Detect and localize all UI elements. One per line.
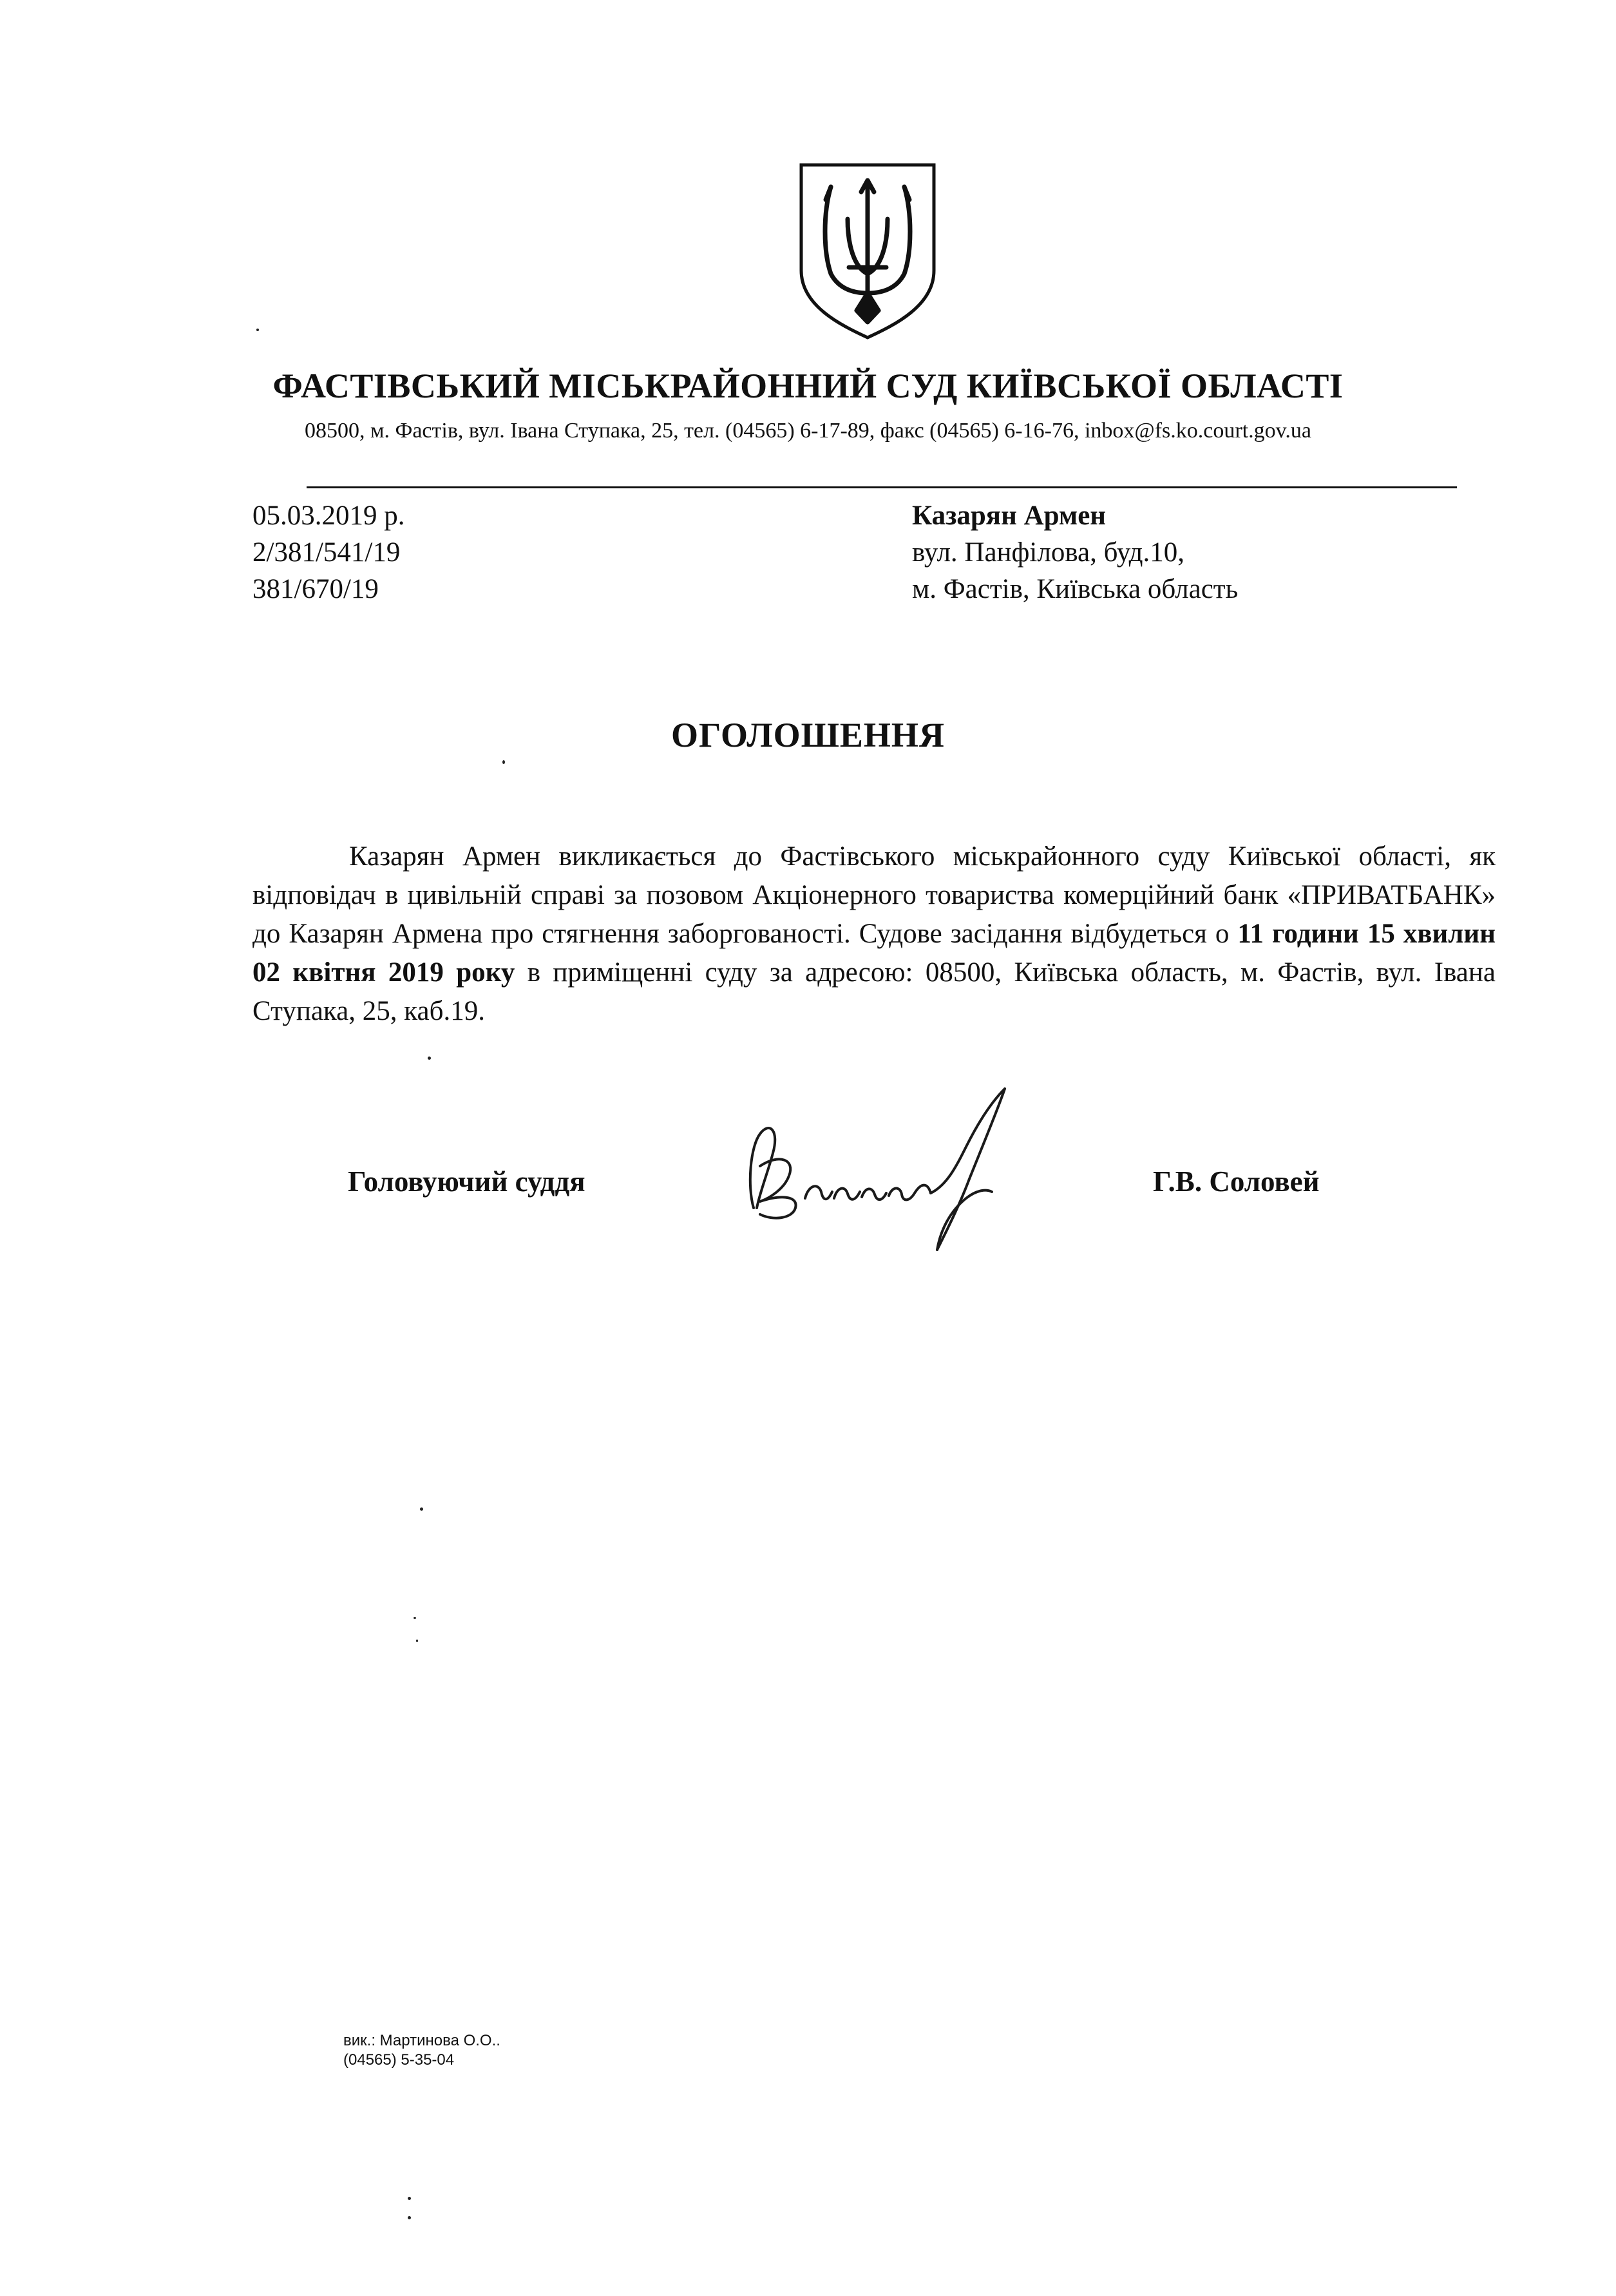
handwritten-signature-icon <box>734 1069 1056 1263</box>
announcement-paragraph <box>252 837 1496 1031</box>
document-date: 05.03.2019 р. <box>252 501 405 531</box>
scan-speck <box>408 2216 411 2219</box>
executor-name: вик.: Мартинова О.О.. <box>343 2032 500 2049</box>
body-text-part: Казарян Армен викликається до Фастівського міськрайонного суду Київської області, як відповідач в цивільній справі за позовом Акціонерного товариства комерційний банк «ПРИВАТБАНК» до Казарян Армена про стягнення заборгованості. Судове засідання відбудеться о <box>252 841 1496 949</box>
document-title: ОГОЛОШЕННЯ <box>671 716 945 754</box>
addressee-street: вул. Панфілова, буд.10, <box>912 537 1185 568</box>
scan-speck <box>428 1057 431 1060</box>
court-name: ФАСТІВСЬКИЙ МІСЬКРАЙОННИЙ СУД КИЇВСЬКОЇ ОБЛАСТІ <box>272 367 1344 405</box>
addressee-block <box>912 497 1238 607</box>
executor-phone: (04565) 5-35-04 <box>343 2051 455 2069</box>
scan-speck <box>408 2197 411 2200</box>
executor-block <box>343 2031 500 2070</box>
judge-title: Головуючий суддя <box>348 1165 585 1198</box>
trident-coat-of-arms-icon <box>797 161 938 341</box>
addressee-city: м. Фастів, Київська область <box>912 574 1239 604</box>
announcement-body <box>252 837 1496 1031</box>
judge-name: Г.В. Соловей <box>1153 1165 1320 1198</box>
header-divider <box>307 486 1457 488</box>
scan-speck <box>414 1617 416 1619</box>
reference-block <box>252 497 405 607</box>
addressee-name: Казарян Армен <box>912 501 1107 531</box>
scan-speck <box>256 329 259 331</box>
scan-speck <box>420 1507 423 1511</box>
court-contacts: 08500, м. Фастів, вул. Івана Ступака, 25, тел. (04565) 6-17-89, факс (04565) 6-16-76, inbox@fs.ko.court.gov.ua <box>304 419 1312 443</box>
case-number: 2/381/541/19 <box>252 537 401 568</box>
case-number: 381/670/19 <box>252 574 379 604</box>
hearing-datetime: 11 години 15 хвилин 02 квітня 2019 року <box>252 919 1496 988</box>
scan-speck <box>416 1640 418 1642</box>
body-text-part: в приміщенні суду за адресою: 08500, Київська область, м. Фастів, вул. Івана Ступака, 25, каб.19. <box>252 957 1496 1026</box>
scan-speck <box>502 760 505 764</box>
